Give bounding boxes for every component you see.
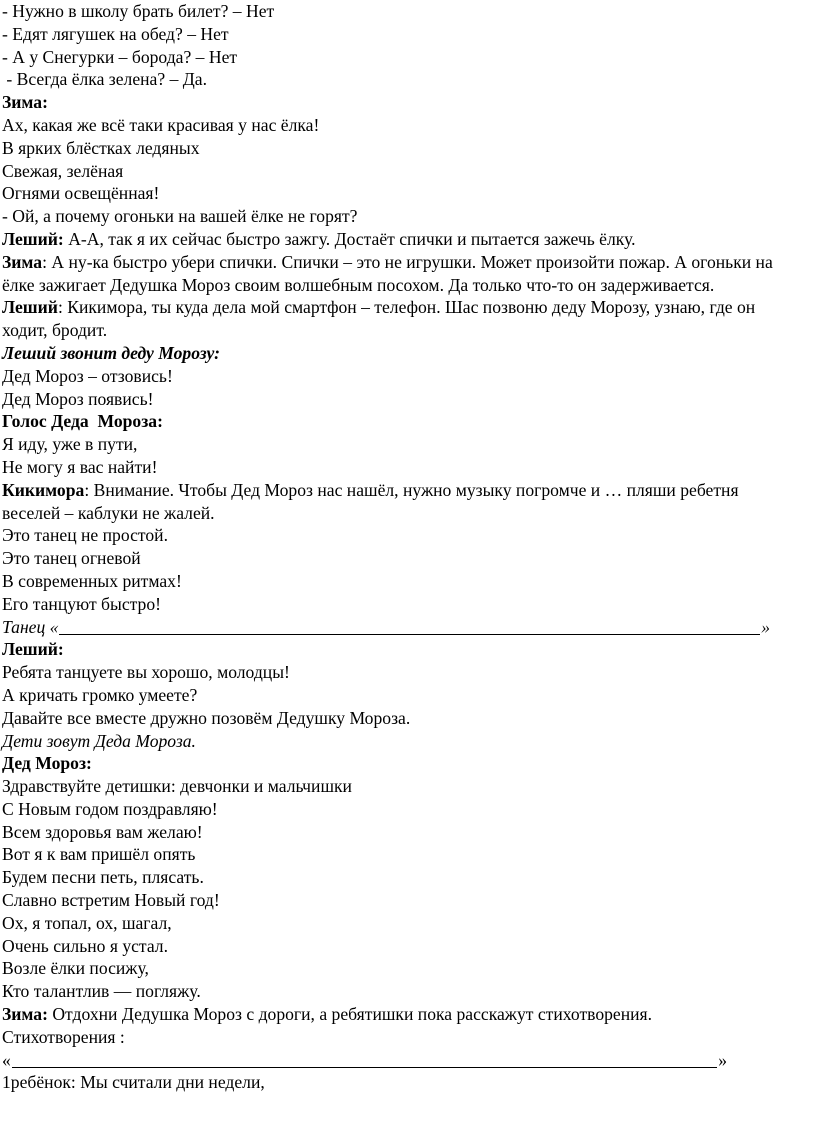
speaker-name: Зима:	[2, 1004, 48, 1025]
speech-text: : А ну-ка быстро убери спички. Спички – это не игрушки. Может произойти пожар. А огоньки на ёлке зажигает Дедушка Мороз своим волшебным посохом. Да только что-то он задерживается.	[2, 251, 773, 295]
speech-zima-2	[2, 1003, 786, 1026]
speech-text: : Кикимора, ты куда дела мой смартфон – телефон. Шас позвоню деду Морозу, узнаю, где он ходит, бродит.	[2, 297, 756, 341]
verse-line: В современных ритмах!	[2, 570, 182, 591]
poems-blank-line	[2, 1049, 727, 1072]
verse-line: Будем песни петь, плясать.	[2, 867, 204, 888]
verse-line: Не могу я вас найти!	[2, 456, 158, 477]
verse-line: Его танцуют быстро!	[2, 593, 161, 614]
stage-direction: Леший звонит деду Морозу:	[2, 342, 220, 363]
verse-line: Возле ёлки посижу,	[2, 958, 149, 979]
verse-line: Вот я к вам пришёл опять	[2, 844, 196, 865]
verse-line: Ох, я топал, ох, шагал,	[2, 912, 172, 933]
verse-line: Стихотворения :	[2, 1026, 125, 1047]
verse-line: Кто талантлив — погляжу.	[2, 981, 201, 1002]
blank-underline	[59, 617, 760, 635]
dialog-line: - Нужно в школу брать билет? – Нет	[2, 1, 275, 21]
verse-line: 1ребёнок: Мы считали дни недели,	[2, 1072, 265, 1093]
speech-text: Отдохни Дедушка Мороз с дороги, а ребятишки пока расскажут стихотворения.	[47, 1004, 653, 1025]
verse-line: Это танец не простой.	[2, 525, 168, 546]
heading-golos: Голос Деда Мороза:	[2, 411, 163, 432]
dialog-line: - Всегда ёлка зелена? – Да.	[2, 69, 207, 90]
speaker-name: Кикимора	[2, 479, 85, 500]
speech-text: А-А, так я их сейчас быстро зажгу. Достаёт спички и пытается зажечь ёлку.	[63, 228, 636, 249]
verse-line: Свежая, зелёная	[2, 160, 124, 181]
dialog-line: - Едят лягушек на обед? – Нет	[2, 23, 229, 44]
dance-open: Танец «	[2, 616, 59, 637]
dance-blank-line	[2, 616, 770, 639]
verse-line: Всем здоровья вам желаю!	[2, 821, 203, 842]
verse-line: Ребята танцуете вы хорошо, молодцы!	[2, 662, 290, 683]
speech-leshiy-2	[2, 296, 786, 342]
verse-line: В ярких блёстках ледяных	[2, 137, 200, 158]
speech-text: : Внимание. Чтобы Дед Мороз нас нашёл, нужно музыку погромче и … пляши ребетня веселей – каблуки не жалей.	[2, 479, 739, 523]
blank-underline	[12, 1050, 717, 1068]
verse-line: Дед Мороз – отзовись!	[2, 365, 173, 386]
verse-line: Огнями освещённая!	[2, 183, 160, 204]
verse-line: Это танец огневой	[2, 548, 141, 569]
verse-line: Славно встретим Новый год!	[2, 890, 220, 911]
verse-line: Дед Мороз появись!	[2, 388, 154, 409]
speech-kikimora-1	[2, 479, 786, 525]
speaker-name: Зима	[2, 251, 43, 272]
verse-line: Ах, какая же всё таки красивая у нас ёлка!	[2, 114, 320, 135]
speech-leshiy-1	[2, 228, 786, 251]
verse-line: А кричать громко умеете?	[2, 684, 198, 705]
verse-line: - Ой, а почему огоньки на вашей ёлке не горят?	[2, 206, 358, 227]
stage-direction: Дети зовут Деда Мороза.	[2, 730, 196, 751]
verse-line: Очень сильно я устал.	[2, 935, 168, 956]
poems-open: «	[2, 1049, 11, 1070]
verse-line: Давайте все вместе дружно позовём Дедушку Мороза.	[2, 707, 411, 728]
speaker-name: Леший	[2, 297, 58, 318]
verse-line: Здравствуйте детишки: девчонки и мальчишки	[2, 776, 352, 797]
heading-zima: Зима:	[2, 92, 48, 113]
heading-ded-moroz: Дед Мороз:	[2, 753, 92, 774]
dialog-line: - А у Снегурки – борода? – Нет	[2, 46, 238, 67]
speaker-name: Леший:	[2, 228, 64, 249]
dance-close: »	[761, 616, 770, 637]
verse-line: С Новым годом поздравляю!	[2, 798, 218, 819]
speech-zima-1	[2, 251, 786, 297]
verse-line: Я иду, уже в пути,	[2, 434, 138, 455]
heading-leshiy: Леший:	[2, 639, 64, 660]
poems-close: »	[718, 1049, 727, 1070]
